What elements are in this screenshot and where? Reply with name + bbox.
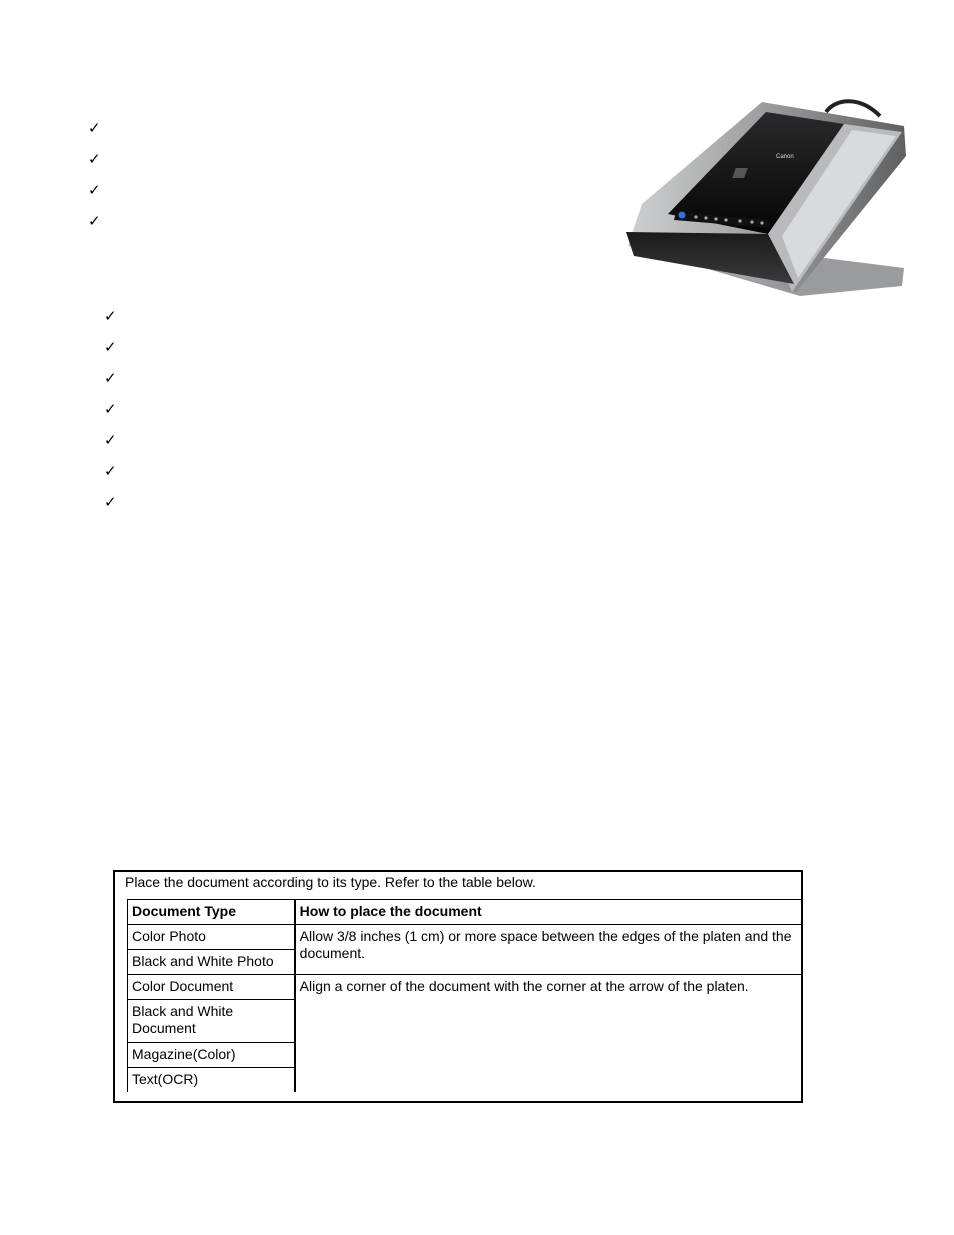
checkmark-icon: ✓ <box>104 338 117 356</box>
scanner-image <box>612 96 912 301</box>
checkmark-icon: ✓ <box>104 400 117 418</box>
checkmark-icon: ✓ <box>104 431 117 449</box>
table-row <box>128 925 802 950</box>
header-how-to-place: How to place the document <box>295 900 801 925</box>
table-row <box>128 975 802 1000</box>
placement-table <box>113 870 803 1103</box>
row-color-document: Color Document <box>128 975 295 1000</box>
instruction-photo: Allow 3/8 inches (1 cm) or more space between the edges of the platen and the document. <box>295 925 801 975</box>
row-color-photo: Color Photo <box>128 925 295 950</box>
checkmark-icon: ✓ <box>88 212 101 230</box>
placement-grid <box>127 899 801 1092</box>
scanner-brand-mark: Canon <box>776 154 794 160</box>
checkmark-icon: ✓ <box>88 181 101 199</box>
checkmark-icon: ✓ <box>104 493 117 511</box>
table-caption: Place the document according to its type. Refer to the table below. <box>125 874 536 890</box>
row-bw-photo: Black and White Photo <box>128 950 295 975</box>
checkmark-icon: ✓ <box>104 307 117 325</box>
row-text-ocr: Text(OCR) <box>128 1068 295 1093</box>
row-magazine: Magazine(Color) <box>128 1043 295 1068</box>
header-document-type: Document Type <box>128 900 295 925</box>
checkmark-icon: ✓ <box>88 119 101 137</box>
checkmark-icon: ✓ <box>88 150 101 168</box>
checkmark-icon: ✓ <box>104 462 117 480</box>
checkmark-icon: ✓ <box>104 369 117 387</box>
row-bw-document: Black and White Document <box>128 1000 295 1043</box>
instruction-document: Align a corner of the document with the corner at the arrow of the platen. <box>299 978 749 994</box>
table-header-row <box>128 900 802 925</box>
